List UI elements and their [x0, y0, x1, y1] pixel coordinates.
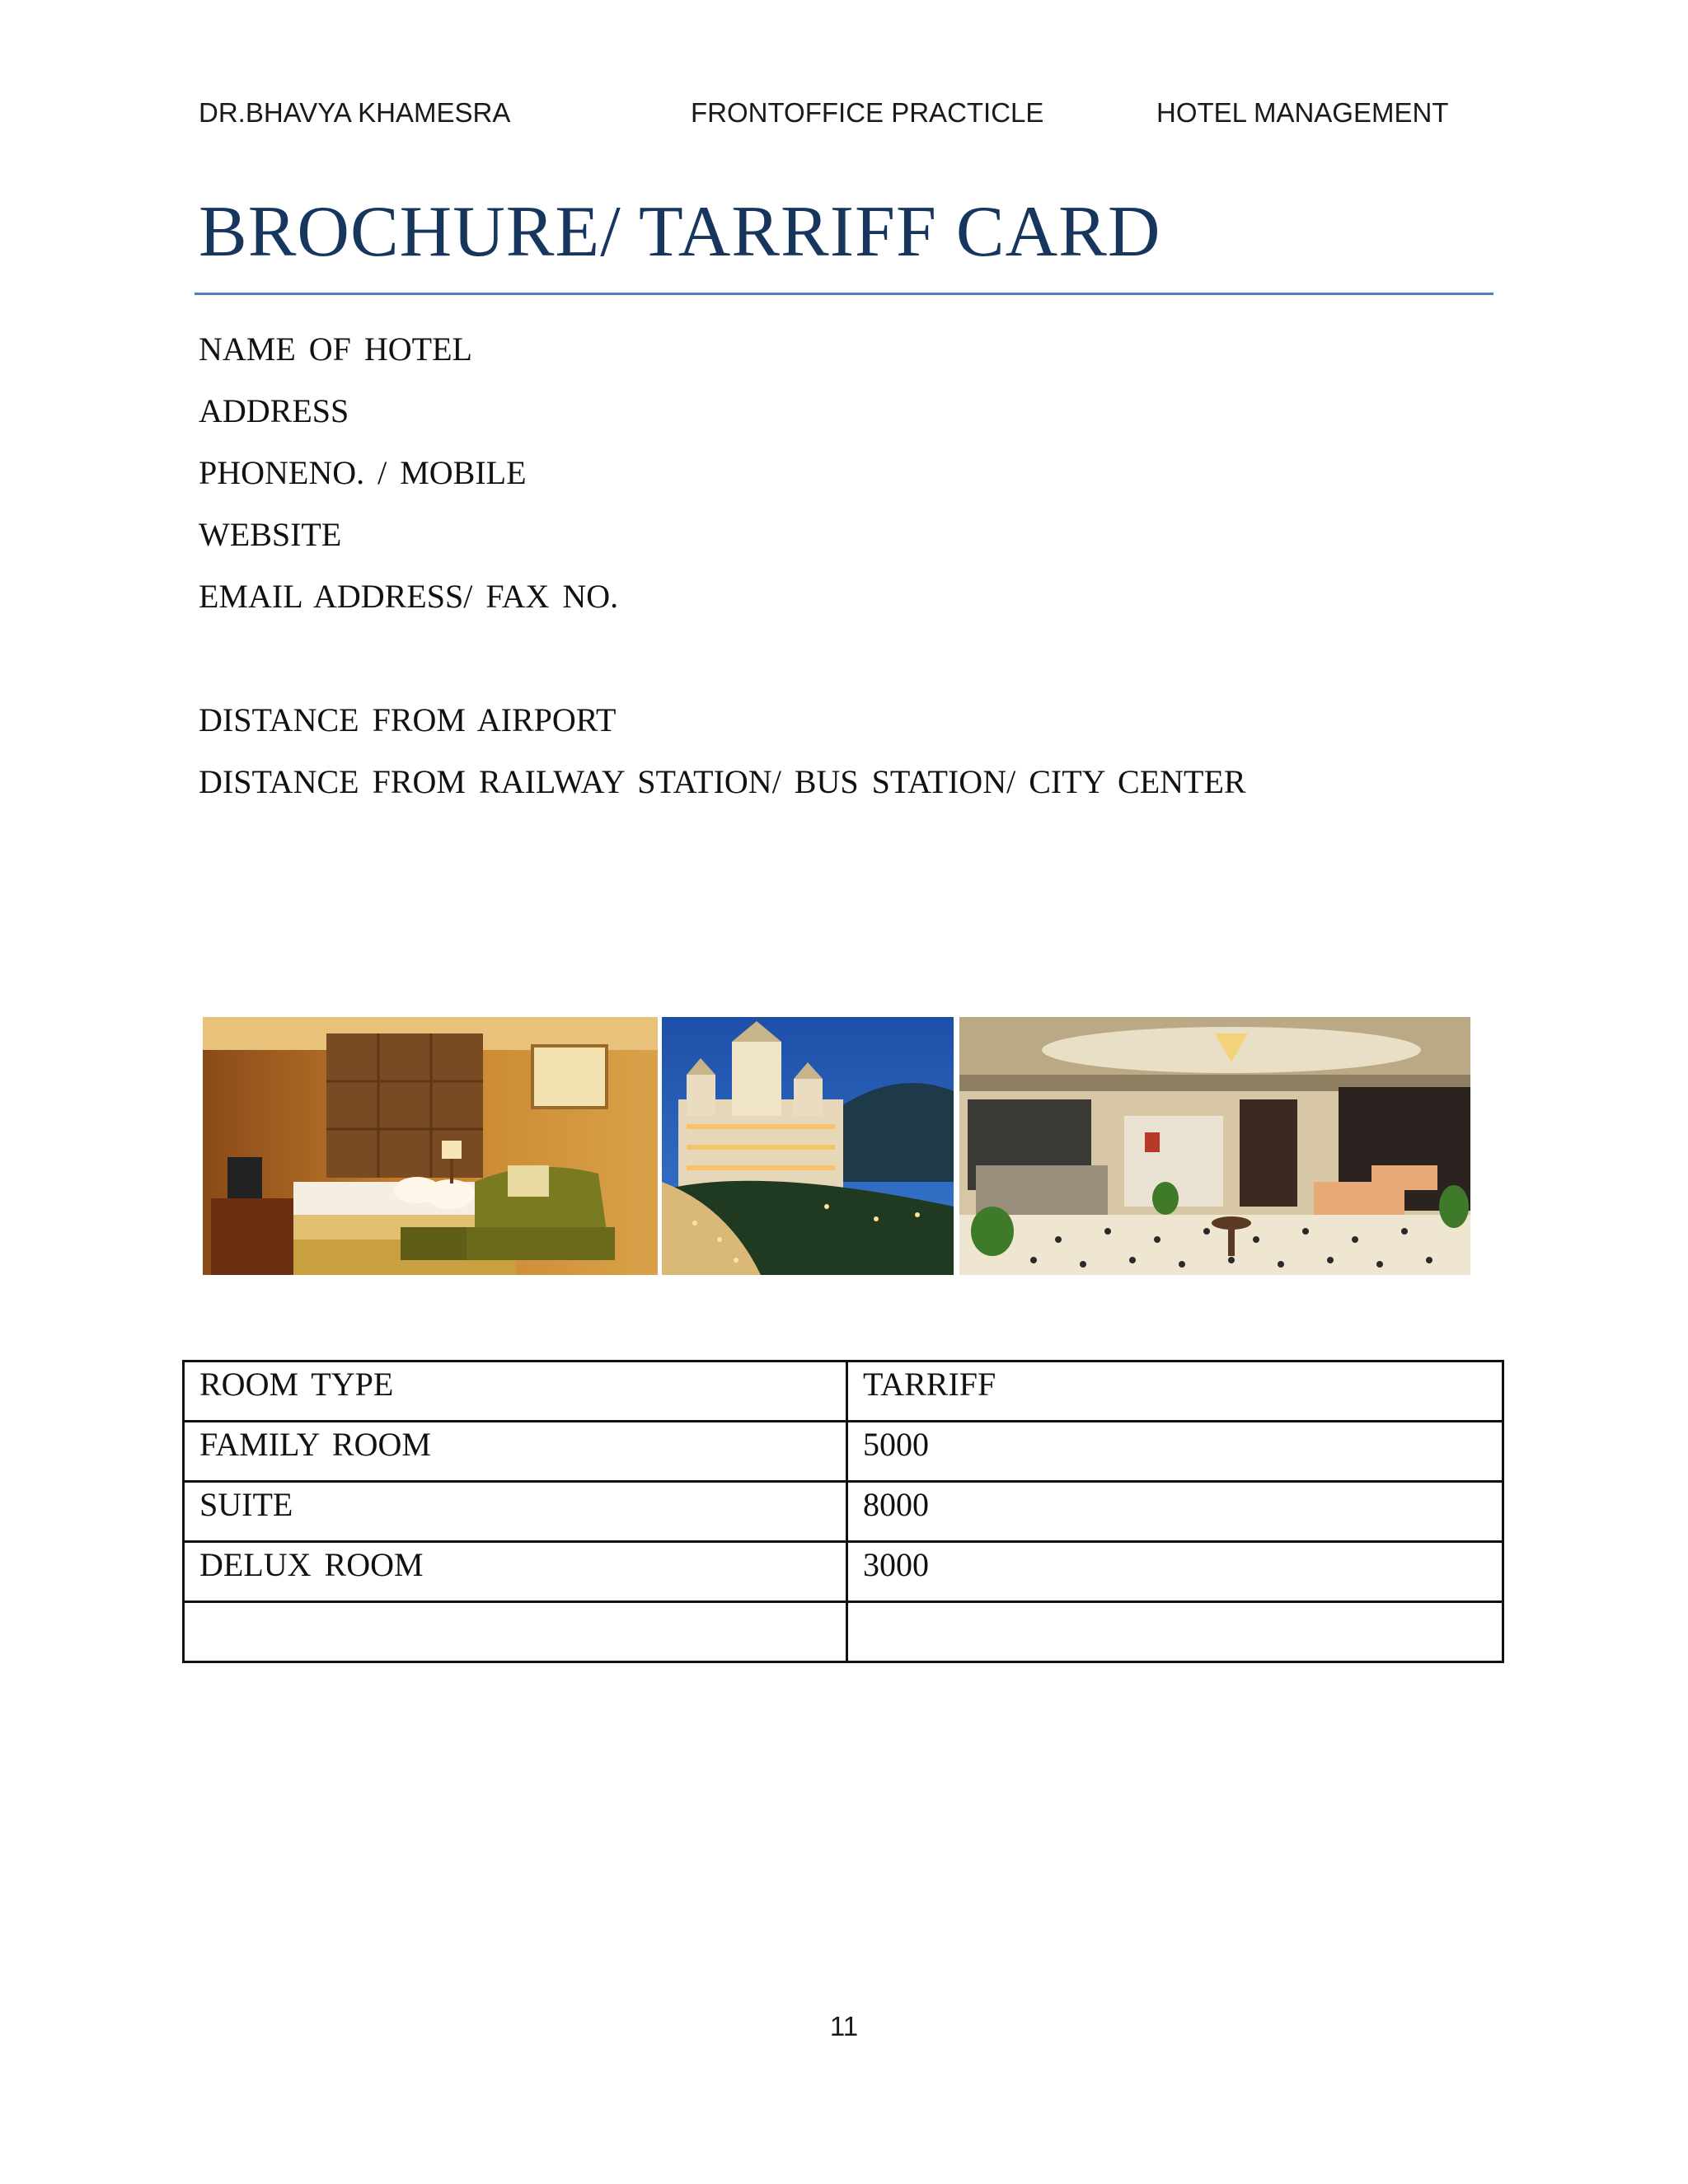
table-cell-room-type: [184, 1602, 847, 1662]
table-cell-tariff: 3000: [847, 1542, 1503, 1602]
field-website: WEBSITE: [199, 516, 342, 553]
table-header-tariff: TARRIFF: [847, 1361, 1503, 1422]
table-row: [184, 1422, 1503, 1482]
bedroom-photo: [203, 1017, 658, 1275]
table-cell-room-type: SUITE: [184, 1482, 847, 1542]
table-cell-room-type: FAMILY ROOM: [184, 1422, 847, 1482]
table-header-row: [184, 1361, 1503, 1422]
table-cell-tariff: 8000: [847, 1482, 1503, 1542]
table-cell-tariff: [847, 1602, 1503, 1662]
hotel-photo-strip: [203, 1017, 1472, 1275]
field-email-fax: EMAIL ADDRESS/ FAX NO.: [199, 578, 619, 615]
table-header-room-type: ROOM TYPE: [184, 1361, 847, 1422]
field-address: ADDRESS: [199, 392, 349, 429]
page-title: BROCHURE/ TARRIFF CARD: [199, 192, 1161, 272]
table-row: [184, 1542, 1503, 1602]
header-author: DR.BHAVYA KHAMESRA: [199, 97, 511, 128]
table-cell-room-type: DELUX ROOM: [184, 1542, 847, 1602]
table-row-empty: [184, 1602, 1503, 1662]
page-number: 11: [829, 2011, 859, 2041]
table-cell-tariff: 5000: [847, 1422, 1503, 1482]
field-hotel-name: NAME OF HOTEL: [199, 330, 472, 368]
header-course: HOTEL MANAGEMENT: [1156, 97, 1449, 128]
field-distance-stations: DISTANCE FROM RAILWAY STATION/ BUS STATION/ CITY CENTER: [199, 763, 1246, 800]
page-header: [0, 97, 1688, 135]
title-underline: [195, 293, 1493, 295]
table-row: [184, 1482, 1503, 1542]
tariff-table: [182, 1360, 1504, 1663]
field-distance-airport: DISTANCE FROM AIRPORT: [199, 701, 617, 738]
lobby-photo: [959, 1017, 1470, 1275]
header-subject: FRONTOFFICE PRACTICLE: [691, 97, 1044, 128]
hotel-exterior-photo: [662, 1017, 954, 1275]
field-phone: PHONENO. / MOBILE: [199, 454, 527, 491]
